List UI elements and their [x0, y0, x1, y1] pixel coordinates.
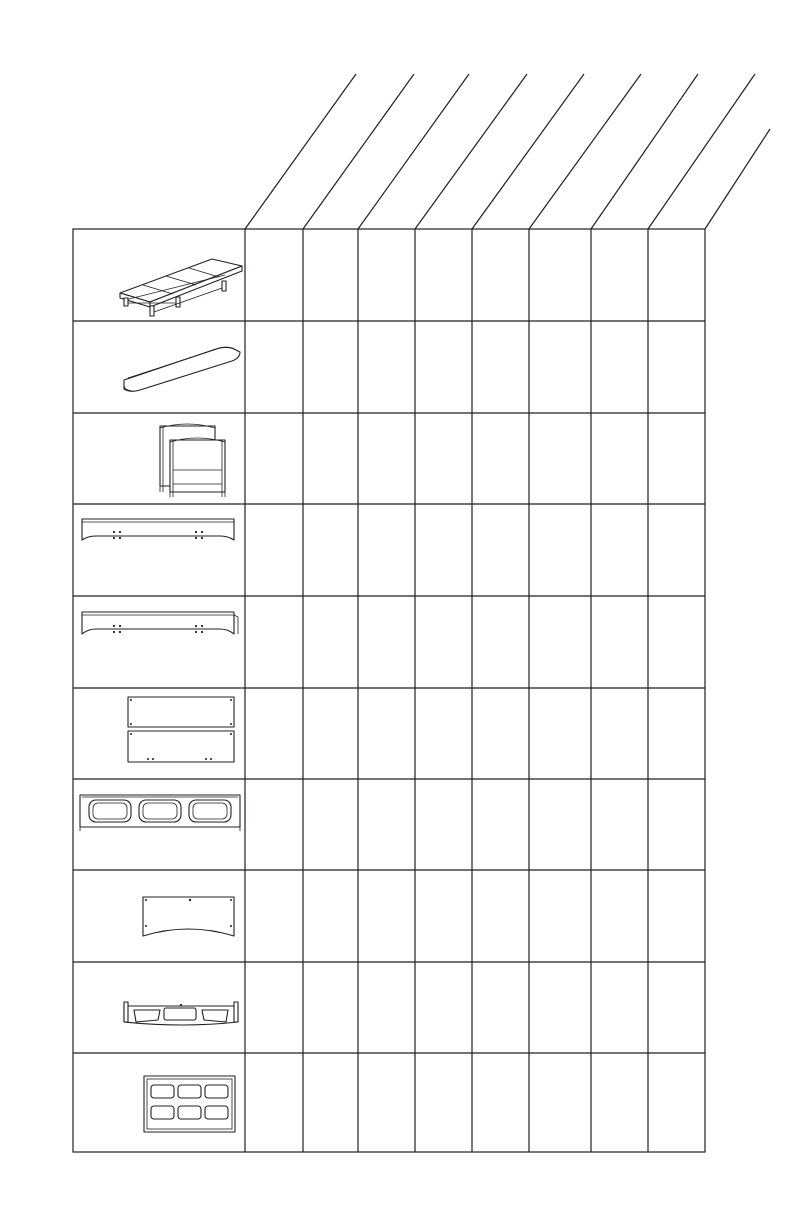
side-rail-panel-alt-icon	[82, 612, 238, 634]
mattress-icon	[124, 347, 240, 391]
curved-bottom-panel-icon	[143, 897, 234, 936]
footboard-three-window-panel-icon	[80, 795, 240, 831]
column-dividers	[245, 229, 648, 1152]
bed-frame-platform-icon	[120, 259, 242, 316]
stacked-panels-icon	[128, 697, 234, 762]
slanted-header-lines	[245, 74, 770, 229]
three-window-bracket-icon	[124, 1002, 238, 1025]
six-window-panel-icon	[144, 1076, 235, 1132]
headboard-footboard-frames-icon	[160, 424, 225, 497]
side-rail-panel-icon	[82, 519, 234, 540]
